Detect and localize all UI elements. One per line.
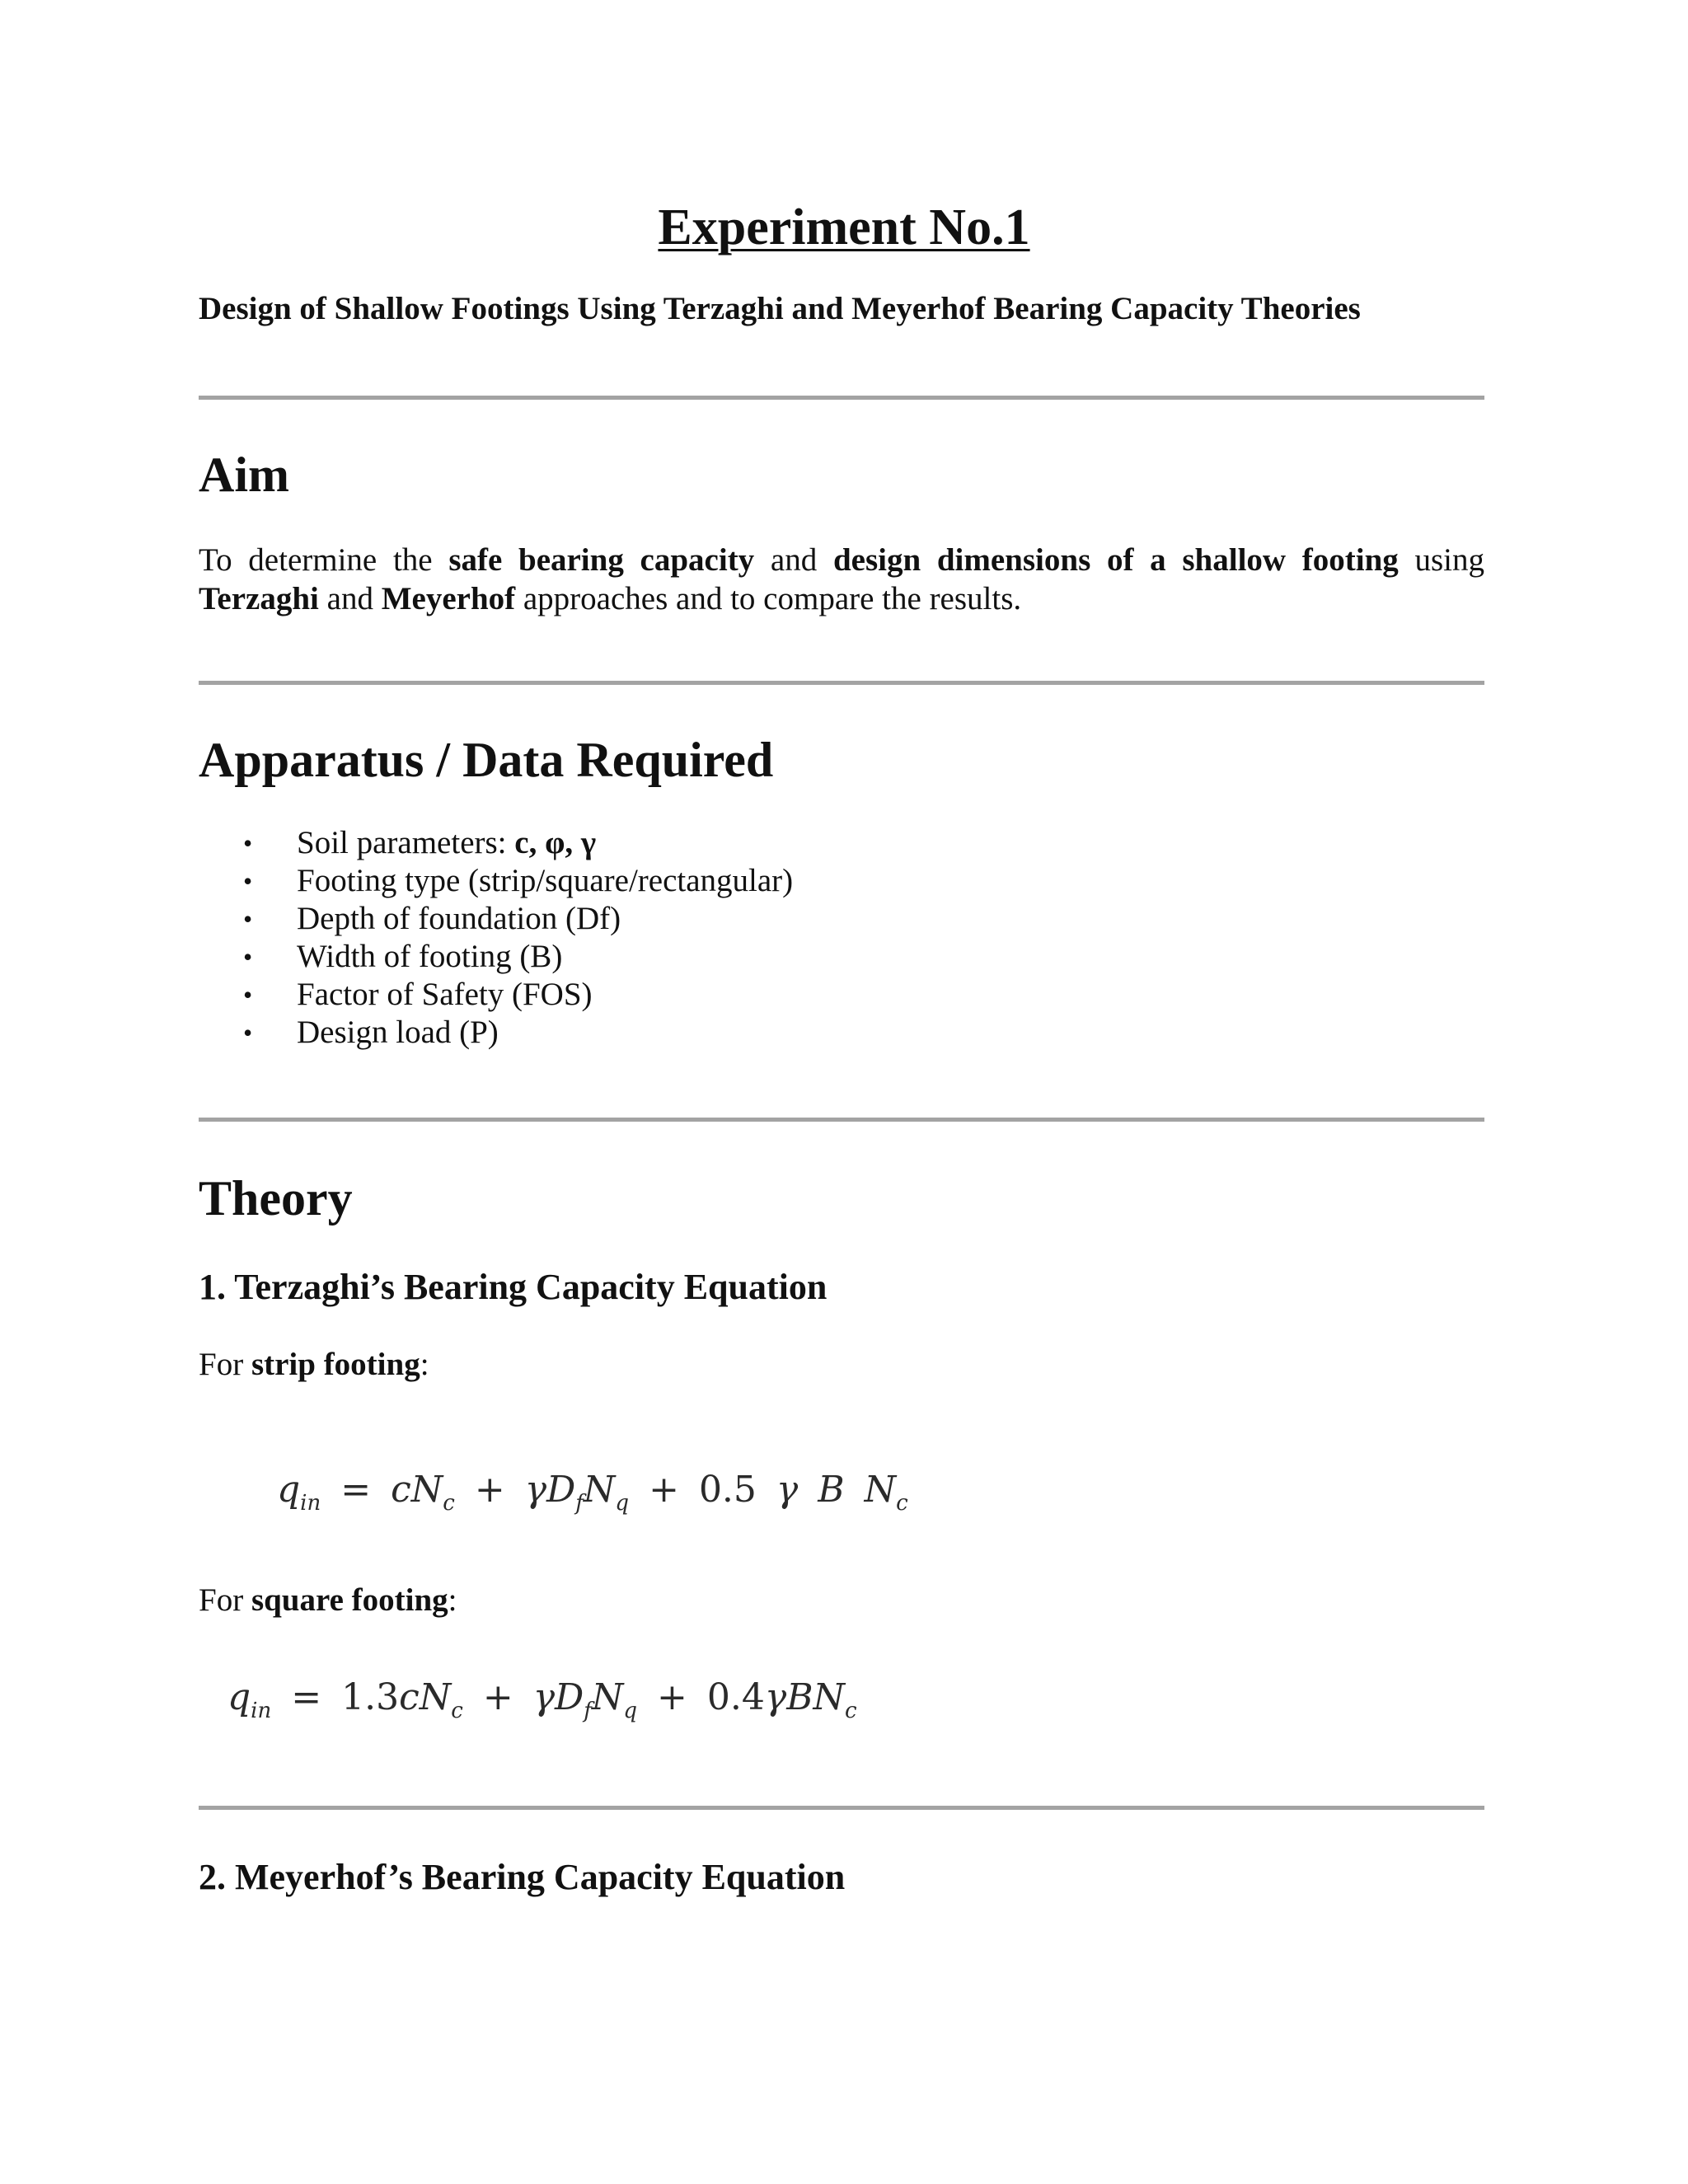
eq-symbol: γ [776,1469,799,1511]
page-subtitle: Design of Shallow Footings Using Terzaghi and Meyerhof Bearing Capacity Theories [199,291,1361,326]
eq-symbol: γ [524,1469,546,1511]
divider [199,1118,1484,1122]
eq-subscript: c [896,1491,908,1516]
aim-text: approaches and to compare the results. [523,581,1022,616]
list-item-label: Depth of foundation (Df) [297,901,621,936]
eq-symbol: D [554,1676,584,1718]
eq-subscript: c [845,1699,857,1723]
page-title: Experiment No.1 [658,199,1030,255]
eq-symbol: N [864,1469,897,1511]
list-item-label: Footing type (strip/square/rectangular) [297,863,794,898]
eq-symbol: N [419,1676,452,1718]
meyerhof-heading: 2. Meyerhof’s Bearing Capacity Equation [199,1857,846,1897]
eq-subscript: in [300,1491,321,1516]
terzaghi-square-equation [227,1673,857,1722]
divider [199,681,1484,685]
list-item [199,824,793,862]
list-item-label: Factor of Safety (FOS) [297,977,593,1012]
apparatus-list [199,824,793,1052]
eq-symbol: γ [532,1676,555,1718]
eq-symbol: c [391,1469,411,1511]
eq-symbol: N [583,1469,616,1511]
aim-text: using [1414,542,1485,578]
eq-subscript: q [615,1491,630,1516]
list-item [199,976,793,1014]
eq-number: 0.4 [706,1676,765,1718]
eq-symbol: N [410,1469,443,1511]
bullet-icon: • [243,904,253,934]
eq-operator: + [657,1676,687,1718]
aim-bold-term: Terzaghi [199,581,319,616]
list-item [199,938,793,976]
eq-symbol: γ [764,1676,787,1718]
eq-symbol: D [546,1469,576,1511]
eq-subscript: f [584,1699,592,1723]
theory-heading: Theory [199,1171,353,1226]
eq-operator: + [474,1469,505,1511]
eq-operator: = [340,1469,372,1511]
label-text: For [199,1582,244,1618]
eq-subscript: in [251,1699,272,1723]
eq-operator: + [482,1676,513,1718]
list-item [199,900,793,938]
label-bold: square footing [251,1582,448,1618]
eq-number: 1.3 [341,1676,400,1718]
eq-symbol: N [591,1676,624,1718]
list-item-label: Design load (P) [297,1015,499,1050]
bullet-icon: • [243,828,253,858]
list-item-label: Soil parameters: [297,825,507,860]
soil-parameters-symbols: c, φ, γ [514,825,597,860]
aim-paragraph [199,541,1484,618]
eq-number: 0.5 [698,1469,757,1511]
square-footing-label [199,1581,1484,1619]
apparatus-heading: Apparatus / Data Required [199,733,774,787]
bullet-icon: • [243,866,253,896]
eq-subscript: q [623,1699,638,1723]
eq-operator: = [291,1676,322,1718]
eq-symbol: B [786,1676,814,1718]
terzaghi-strip-equation [277,1465,908,1515]
eq-symbol: q [227,1676,251,1718]
bullet-icon: • [243,942,253,972]
label-text: For [199,1347,244,1382]
eq-subscript: c [451,1699,463,1723]
label-colon: : [448,1582,457,1618]
terzaghi-heading: 1. Terzaghi’s Bearing Capacity Equation [199,1267,828,1307]
bullet-icon: • [243,1018,253,1047]
label-colon: : [420,1347,429,1382]
strip-footing-label [199,1345,1484,1384]
eq-operator: + [649,1469,679,1511]
aim-text: and [770,542,818,578]
aim-bold-term: safe bearing capacity [448,542,755,578]
aim-text: and [326,581,373,616]
eq-symbol: c [399,1676,420,1718]
eq-subscript: c [443,1491,455,1516]
eq-symbol: B [818,1469,845,1511]
eq-symbol: N [813,1676,846,1718]
eq-subscript: f [575,1491,584,1516]
list-item [199,862,793,900]
aim-heading: Aim [199,448,289,502]
aim-bold-term: design dimensions of a shallow footing [832,542,1399,578]
bullet-icon: • [243,980,253,1010]
divider [199,396,1484,400]
divider [199,1806,1484,1810]
list-item [199,1014,793,1052]
aim-bold-term: Meyerhof [381,581,516,616]
eq-symbol: q [277,1469,301,1511]
label-bold: strip footing [251,1347,420,1382]
aim-text: To determine the [199,542,433,578]
list-item-label: Width of footing (B) [297,939,563,974]
